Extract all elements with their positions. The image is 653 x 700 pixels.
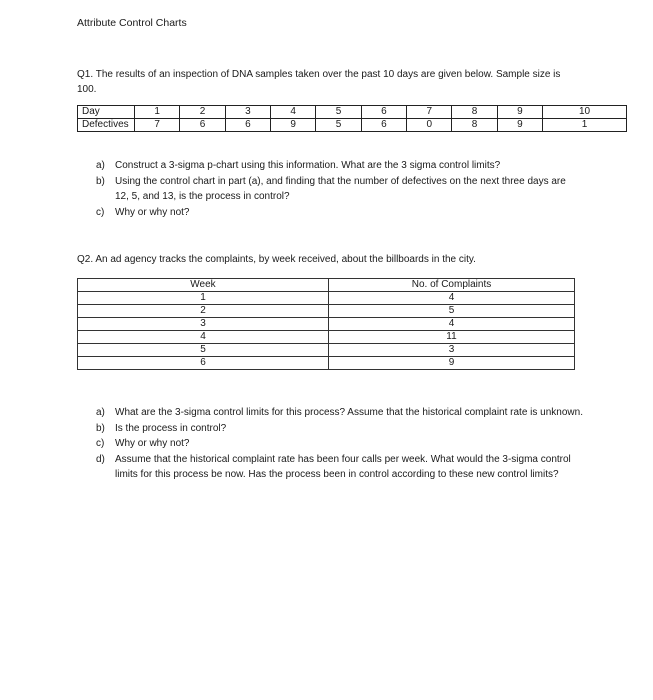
item-text: Construct a 3-sigma p-chart using this information. What are the 3 sigma control limits? <box>115 160 501 171</box>
table-row <box>78 292 575 305</box>
week-cell: 2 <box>78 305 329 318</box>
table-row <box>78 318 575 331</box>
day-cell: 8 <box>452 106 497 119</box>
row-label-day: Day <box>78 106 135 119</box>
complaints-cell: 4 <box>329 318 575 331</box>
row-label-defectives: Defectives <box>78 119 135 132</box>
week-cell: 3 <box>78 318 329 331</box>
day-cell: 2 <box>180 106 225 119</box>
week-cell: 4 <box>78 331 329 344</box>
item-label: b) <box>96 422 105 434</box>
item-label: a) <box>96 407 105 418</box>
item-text: Using the control chart in part (a), and finding that the number of defectives on the next three days are 12, 5, and 13, is the process in control? <box>115 175 566 202</box>
defectives-cell: 8 <box>452 119 497 132</box>
item-label: a) <box>96 160 105 171</box>
defectives-cell: 9 <box>497 119 542 132</box>
item-text: Is the process in control? <box>115 422 227 434</box>
item-label: c) <box>96 206 105 218</box>
q2-prompt: Q2. An ad agency tracks the complaints, by week received, about the billboards in the city. <box>77 254 476 265</box>
column-header-complaints: No. of Complaints <box>329 279 575 292</box>
item-label: b) <box>96 175 105 187</box>
complaints-cell: 5 <box>329 305 575 318</box>
item-label: d) <box>96 453 105 465</box>
q1-question-list <box>96 158 576 220</box>
table-header-row <box>78 279 575 292</box>
q2-data-table <box>77 278 575 370</box>
day-cell: 9 <box>497 106 542 119</box>
table-row <box>78 357 575 370</box>
table-row <box>78 344 575 357</box>
defectives-cell: 6 <box>225 119 270 132</box>
q1-data-table <box>77 105 627 132</box>
defectives-cell: 1 <box>543 119 627 132</box>
table-row <box>78 305 575 318</box>
list-item <box>96 452 586 483</box>
defectives-cell: 5 <box>316 119 361 132</box>
complaints-cell: 9 <box>329 357 575 370</box>
complaints-cell: 3 <box>329 344 575 357</box>
defectives-cell: 0 <box>407 119 452 132</box>
column-header-week: Week <box>78 279 329 292</box>
week-cell: 1 <box>78 292 329 305</box>
table-row-day <box>78 106 627 119</box>
list-item <box>96 421 586 437</box>
item-text: What are the 3-sigma control limits for this process? Assume that the historical complaint rate is unknown. <box>115 407 583 418</box>
defectives-cell: 7 <box>135 119 180 132</box>
list-item <box>96 436 586 452</box>
week-cell: 5 <box>78 344 329 357</box>
defectives-cell: 6 <box>361 119 406 132</box>
q2-question-list <box>96 405 586 483</box>
q1-prompt: Q1. The results of an inspection of DNA samples taken over the past 10 days are given below. Sample size is 100. <box>77 69 561 95</box>
week-cell: 6 <box>78 357 329 370</box>
page-title: Attribute Control Charts <box>77 17 187 29</box>
list-item <box>96 405 586 421</box>
complaints-cell: 4 <box>329 292 575 305</box>
item-text: Assume that the historical complaint rate has been four calls per week. What would the 3-sigma control limits for this process be now. Has the process been in control according to these new control limits? <box>115 453 571 480</box>
day-cell: 5 <box>316 106 361 119</box>
complaints-cell: 11 <box>329 331 575 344</box>
item-text: Why or why not? <box>115 438 190 449</box>
day-cell: 7 <box>407 106 452 119</box>
day-cell: 4 <box>271 106 316 119</box>
defectives-cell: 6 <box>180 119 225 132</box>
list-item <box>96 205 576 221</box>
day-cell: 1 <box>135 106 180 119</box>
list-item <box>96 158 576 174</box>
list-item <box>96 174 576 205</box>
item-label: c) <box>96 438 105 449</box>
table-row-defectives <box>78 119 627 132</box>
defectives-cell: 9 <box>271 119 316 132</box>
item-text: Why or why not? <box>115 206 190 218</box>
day-cell: 3 <box>225 106 270 119</box>
table-row <box>78 331 575 344</box>
day-cell: 10 <box>543 106 627 119</box>
day-cell: 6 <box>361 106 406 119</box>
